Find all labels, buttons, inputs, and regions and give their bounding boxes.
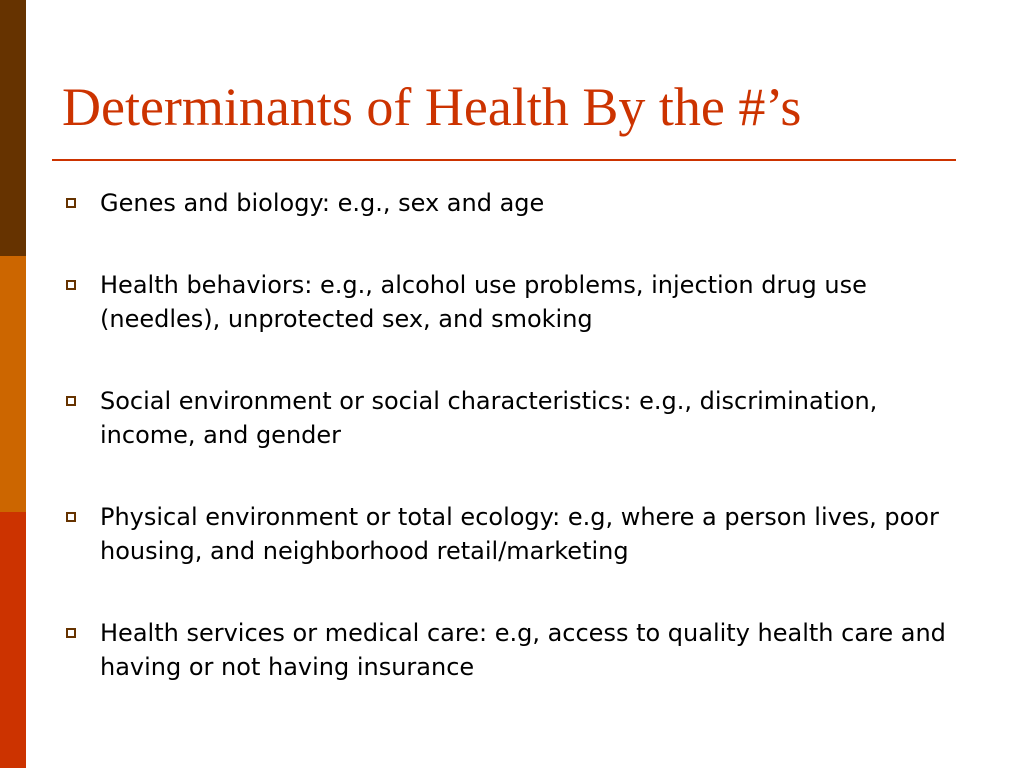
bullet-text: Health behaviors: e.g., alcohol use problems, injection drug use (needles), unprotected sex, and smoking bbox=[100, 271, 867, 333]
bullet-text: Social environment or social characteristics: e.g., discrimination, income, and gender bbox=[100, 387, 878, 449]
sidebar-stripe-top bbox=[0, 0, 26, 256]
square-bullet-icon bbox=[66, 280, 76, 290]
sidebar-stripe-bottom bbox=[0, 512, 26, 768]
square-bullet-icon bbox=[66, 198, 76, 208]
slide-title: Determinants of Health By the #’s bbox=[62, 77, 802, 137]
square-bullet-icon bbox=[66, 512, 76, 522]
bullet-text: Genes and biology: e.g., sex and age bbox=[100, 189, 545, 217]
bullet-item bbox=[66, 186, 966, 220]
bullet-item bbox=[66, 616, 966, 684]
bullet-text: Health services or medical care: e.g, access to quality health care and having or not having insurance bbox=[100, 619, 946, 681]
bullet-item bbox=[66, 500, 966, 568]
title-underline bbox=[52, 159, 956, 161]
bullet-text: Physical environment or total ecology: e.g, where a person lives, poor housing, and neighborhood retail/marketing bbox=[100, 503, 939, 565]
bullet-item bbox=[66, 268, 966, 336]
bullet-list bbox=[66, 186, 966, 732]
square-bullet-icon bbox=[66, 396, 76, 406]
square-bullet-icon bbox=[66, 628, 76, 638]
sidebar-stripe-middle bbox=[0, 256, 26, 512]
bullet-item bbox=[66, 384, 966, 452]
